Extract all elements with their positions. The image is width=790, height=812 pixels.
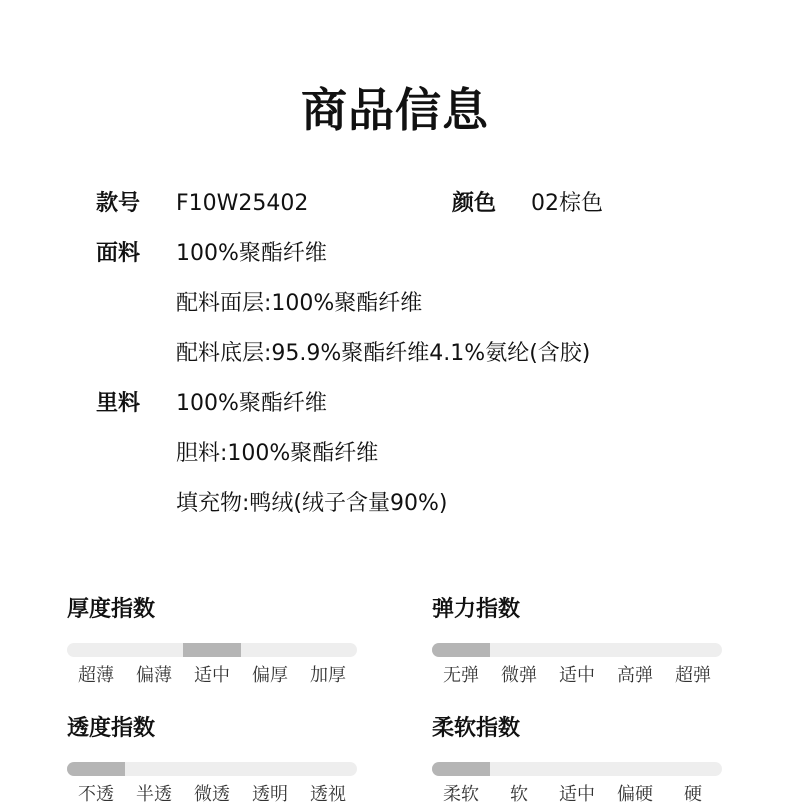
index-track [67,762,357,776]
style-no-value: F10W25402 [176,191,309,216]
index-track [67,643,357,657]
fabric-label: 面料 [96,241,141,266]
index-options [67,664,357,688]
index-option: 微透 [194,784,230,805]
index-option: 超弹 [675,665,711,686]
index-title: 透度指数 [67,716,156,741]
index-title: 厚度指数 [67,597,156,622]
index-track [432,762,722,776]
index-option: 微弹 [501,665,537,686]
index-option: 无弹 [443,665,479,686]
index-title: 柔软指数 [432,716,521,741]
index-title: 弹力指数 [432,597,521,622]
index-option: 高弹 [617,665,653,686]
index-option: 适中 [194,665,230,686]
style-no-label: 款号 [96,191,141,216]
color-label: 颜色 [452,191,497,216]
index-option: 不透 [78,784,114,805]
index-option: 透视 [310,784,346,805]
index-option: 半透 [136,784,172,805]
lining-line: 100%聚酯纤维 [176,391,327,416]
index-options [432,664,722,688]
fabric-line: 配料底层:95.9%聚酯纤维4.1%氨纶(含胶) [176,341,591,366]
index-option: 硬 [684,784,702,805]
index-option: 柔软 [443,784,479,805]
index-option: 适中 [559,784,595,805]
index-indicator [432,643,490,657]
index-option: 透明 [252,784,288,805]
index-indicator [432,762,490,776]
lining-line: 填充物:鸭绒(绒子含量90%) [176,491,448,516]
page-title: 商品信息 [301,83,489,137]
index-option: 软 [510,784,528,805]
index-track [432,643,722,657]
fabric-line: 配料面层:100%聚酯纤维 [176,291,423,316]
index-option: 偏薄 [136,665,172,686]
index-option: 超薄 [78,665,114,686]
index-options [432,783,722,807]
index-option: 偏厚 [252,665,288,686]
index-option: 偏硬 [617,784,653,805]
index-indicator [183,643,241,657]
index-options [67,783,357,807]
fabric-line: 100%聚酯纤维 [176,241,327,266]
lining-label: 里料 [96,391,141,416]
lining-line: 胆料:100%聚酯纤维 [176,441,379,466]
index-option: 加厚 [310,665,346,686]
color-value: 02棕色 [531,191,603,216]
index-indicator [67,762,125,776]
index-option: 适中 [559,665,595,686]
